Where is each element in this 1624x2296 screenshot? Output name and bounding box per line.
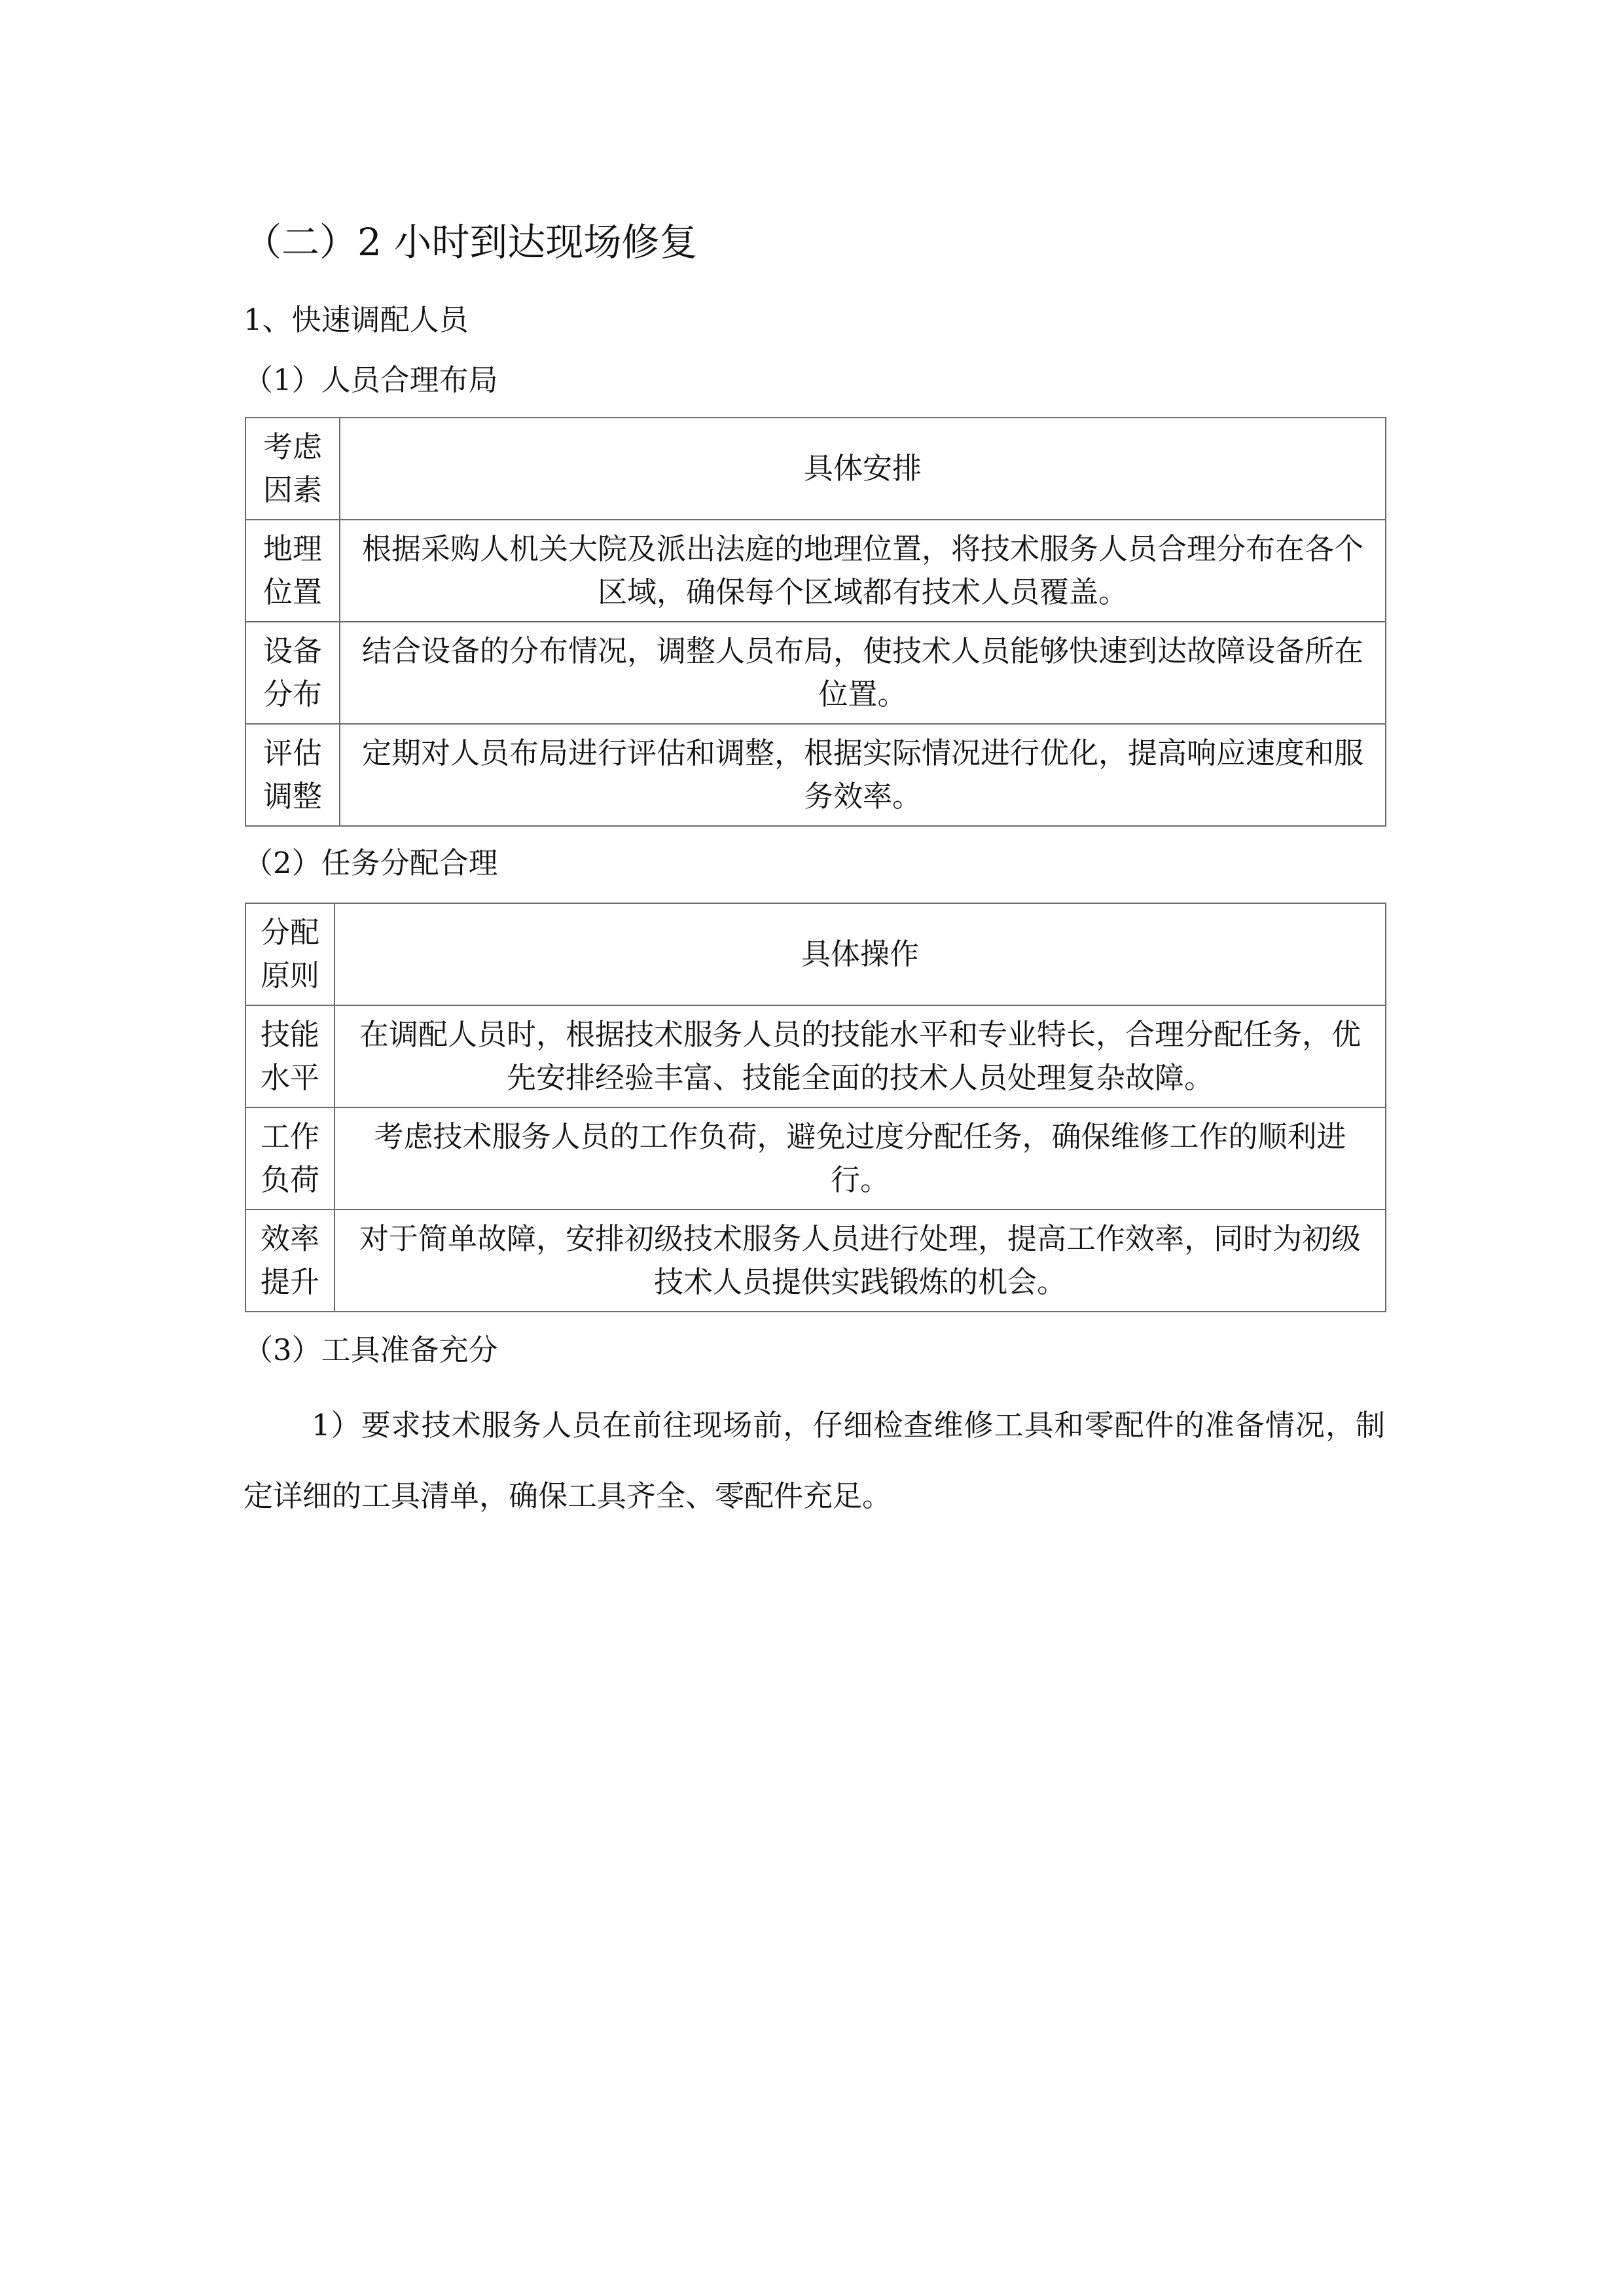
table-cell-key: 技能水平 xyxy=(245,1005,334,1107)
table-header-cell: 具体操作 xyxy=(334,903,1386,1005)
table-cell-value: 考虑技术服务人员的工作负荷，避免过度分配任务，确保维修工作的顺利进行。 xyxy=(334,1107,1386,1210)
heading-rapid-deployment: 1、快速调配人员 xyxy=(244,302,469,337)
table-row xyxy=(245,724,1386,826)
table-row xyxy=(245,622,1386,724)
table-cell-value: 对于简单故障，安排初级技术服务人员进行处理，提高工作效率，同时为初级技术人员提供实践锻炼的机会。 xyxy=(334,1210,1386,1312)
body-paragraph: 1）要求技术服务人员在前往现场前，仔细检查维修工具和零配件的准备情况，制定详细的工具清单，确保工具齐全、零配件充足。 xyxy=(244,1408,1385,1513)
table-cell-key: 设备分布 xyxy=(245,622,340,724)
table-staff-layout xyxy=(245,417,1386,827)
table-cell-value: 定期对人员布局进行评估和调整，根据实际情况进行优化，提高响应速度和服务效率。 xyxy=(340,724,1386,826)
section-title: （二）2 小时到达现场修复 xyxy=(244,220,698,264)
table-cell-value: 根据采购人机关大院及派出法庭的地理位置，将技术服务人员合理分布在各个区域，确保每个区域都有技术人员覆盖。 xyxy=(340,520,1386,622)
table-row xyxy=(245,1107,1386,1210)
table-cell-value: 结合设备的分布情况，调整人员布局，使技术人员能够快速到达故障设备所在位置。 xyxy=(340,622,1386,724)
table-cell-key: 评估调整 xyxy=(245,724,340,826)
table-header-row xyxy=(245,903,1386,1005)
table-header-cell: 考虑因素 xyxy=(245,418,340,520)
table-cell-key: 地理位置 xyxy=(245,520,340,622)
subheading-task-assignment: （2）任务分配合理 xyxy=(244,846,498,880)
table-cell-key: 工作负荷 xyxy=(245,1107,334,1210)
subheading-staff-layout: （1）人员合理布局 xyxy=(244,363,498,397)
table-cell-key: 效率提升 xyxy=(245,1210,334,1312)
table-row xyxy=(245,1210,1386,1312)
table-task-assignment xyxy=(245,903,1386,1312)
table-row xyxy=(245,1005,1386,1107)
table-header-row xyxy=(245,418,1386,520)
table-header-cell: 具体安排 xyxy=(340,418,1386,520)
table-cell-value: 在调配人员时，根据技术服务人员的技能水平和专业特长，合理分配任务，优先安排经验丰富、技能全面的技术人员处理复杂故障。 xyxy=(334,1005,1386,1107)
table-header-cell: 分配原则 xyxy=(245,903,334,1005)
table-row xyxy=(245,520,1386,622)
subheading-tool-preparation: （3）工具准备充分 xyxy=(244,1333,498,1367)
